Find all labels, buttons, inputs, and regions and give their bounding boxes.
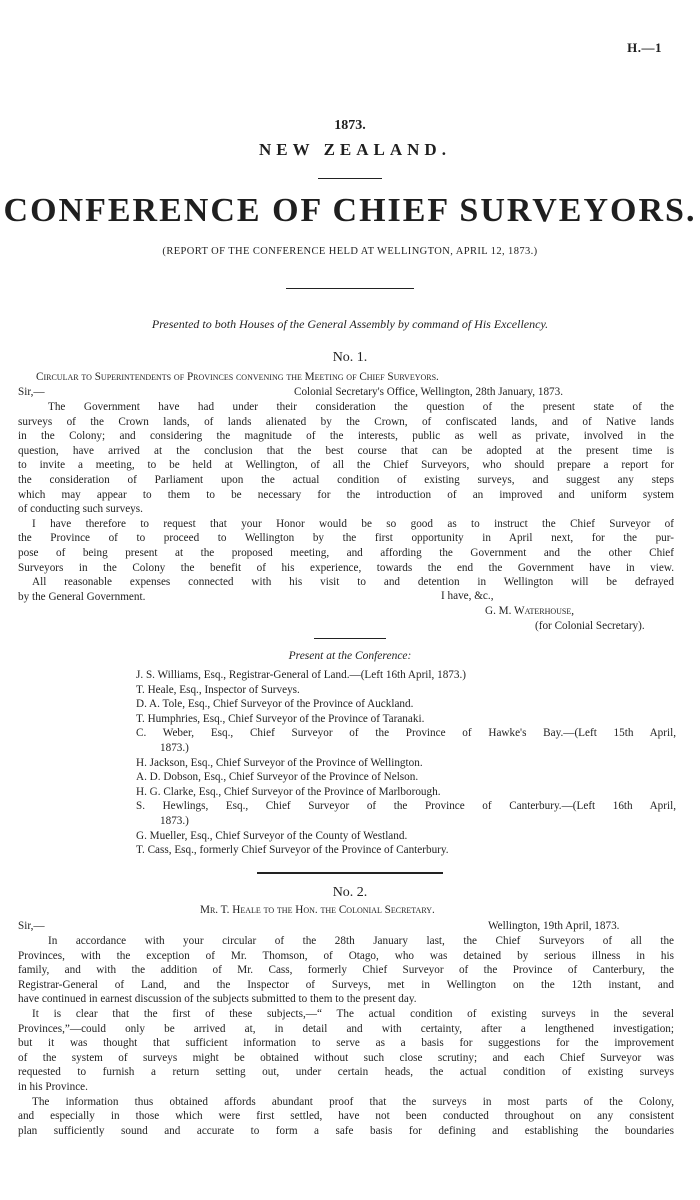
attendee: H. G. Clarke, Esq., Chief Surveyor of the Province of Marlborough. (136, 785, 441, 798)
signature-role: (for Colonial Secretary). (535, 620, 645, 632)
section-caption: Circular to Superintendents of Provinces convening the Meeting of Chief Surveyors. (36, 371, 439, 383)
paragraph-line: requested to furnish a return setting out, under certain heads, the actual condition of existing surveys (18, 1066, 674, 1079)
attendee: J. S. Williams, Esq., Registrar-General of Land.—(Left 16th April, 1873.) (136, 669, 467, 681)
signature: G. M. Waterhouse, (485, 605, 575, 617)
paragraph-line: The Government have had under their consideration the question of the present state of the (48, 401, 674, 413)
divider (286, 288, 414, 289)
paragraph-line: to invite a meeting, to be held at Wellington, of all the Chief Surveyors, who should prepare a report for (18, 459, 674, 472)
paragraph-line: have continued in earnest discussion of the subjects submitted to them to the present day. (18, 993, 417, 1006)
paragraph-line: question, have arrived at the conclusion that the best course that can be adopted at the present time is (18, 444, 674, 457)
paragraph-line: It is clear that the first of these subjects,—“ The actual condition of existing surveys in the several (32, 1008, 674, 1020)
dateline: Wellington, 19th April, 1873. (488, 920, 620, 932)
document-country: NEW ZEALAND. (259, 140, 451, 159)
salutation: Sir,— (18, 386, 45, 398)
document-reference: H.—1 (627, 40, 662, 55)
attendee: C. Weber, Esq., Chief Surveyor of the Province of Hawke's Bay.—(Left 15th April, (136, 727, 676, 740)
paragraph-line: Registrar-General of Land, and the Inspector of Surveys, met in Wellington on the 12th instant, and (18, 978, 674, 991)
attendee-continuation: 1873.) (160, 815, 189, 827)
paragraph-line: surveys of the Crown lands, of lands alienated by the Crown, of confiscated lands, and of Native lands (18, 415, 674, 428)
presented-note: Presented to both Houses of the General Assembly by command of His Excellency. (151, 317, 549, 331)
paragraph-line: Provinces, with the exception of Mr. Thomson, of Otago, who was detained by serious illness in his (18, 949, 674, 962)
attendee: T. Humphries, Esq., Chief Surveyor of the Province of Taranaki. (136, 712, 425, 725)
dateline: Colonial Secretary's Office, Wellington, 28th January, 1873. (294, 386, 564, 398)
document-year: 1873. (334, 118, 366, 133)
paragraph-line: of the system of surveys might be obtained without such close scrutiny; and each Chief Surveyor was (18, 1051, 674, 1064)
attendee: S. Hewlings, Esq., Chief Surveyor of the Province of Canterbury.—(Left 16th April, (136, 800, 676, 813)
paragraph-line: All reasonable expenses connected with his visit to and detention in Wellington will be defrayed (32, 576, 674, 589)
closing: I have, &c., (441, 590, 494, 602)
section-heading-no-2: No. 2. (332, 885, 368, 900)
section-heading-no-1: No. 1. (332, 350, 368, 365)
paragraph-line: In accordance with your circular of the 28th January last, the Chief Surveyors of all the (48, 935, 674, 947)
paragraph-line: and especially in those which were first settled, have not been conducted throughout on any consistent (18, 1110, 674, 1123)
attendee: D. A. Tole, Esq., Chief Surveyor of the Province of Auckland. (136, 698, 414, 711)
document-subtitle: (REPORT OF THE CONFERENCE HELD AT WELLINGTON, APRIL 12, 1873.) (162, 246, 538, 257)
attendee: T. Heale, Esq., Inspector of Surveys. (136, 683, 300, 696)
paragraph-line: the consideration of Parliament upon the actual condition of existing surveys, and suggest any steps (18, 474, 674, 486)
attendee: H. Jackson, Esq., Chief Surveyor of the Province of Wellington. (136, 756, 423, 769)
paragraph-line: Provinces,”—could only be arrived at, in detail and with certainty, after a lengthened investigation; (18, 1022, 674, 1035)
attendee: A. D. Dobson, Esq., Chief Surveyor of the Province of Nelson. (136, 771, 419, 784)
attendee: T. Cass, Esq., formerly Chief Surveyor of the Province of Canterbury. (136, 844, 449, 857)
paragraph-line: in the Colony; and considering the magnitude of the interests, public as well as private, involved in the (18, 430, 674, 443)
paragraph-line: pose of being present at the proposed meeting, and affording the Government and the other Chief (18, 547, 674, 559)
divider (318, 178, 382, 179)
paragraph-line: in his Province. (18, 1081, 88, 1093)
paragraph-line: which may appear to them to be necessary for the introduction of an improved and uniform system (18, 488, 674, 501)
divider (257, 872, 443, 874)
paragraph-line: I have therefore to request that your Honor would be so good as to instruct the Chief Surveyor of (32, 517, 674, 530)
paragraph-line: plan sufficiently sound and accurate to form a safe basis for defining and establishing the boundaries (18, 1124, 674, 1137)
salutation: Sir,— (18, 920, 45, 932)
attendee-continuation: 1873.) (160, 742, 189, 754)
divider (314, 638, 386, 639)
document-title: CONFERENCE OF CHIEF SURVEYORS. (3, 192, 697, 229)
paragraph-line: of conducting such surveys. (18, 503, 143, 516)
paragraph-line: by the General Government. (18, 590, 146, 603)
attendee: G. Mueller, Esq., Chief Surveyor of the County of Westland. (136, 829, 408, 842)
paragraph-line: The information thus obtained affords abundant proof that the surveys in most parts of the Colony, (32, 1095, 674, 1108)
paragraph-line: the Province of to proceed to Wellington by the first opportunity in April next, for the pur- (18, 532, 674, 545)
paragraph-line: family, and with the addition of Mr. Cass, formerly Chief Surveyor of the Province of Canterbury, the (18, 964, 674, 977)
paragraph-line: Surveyors in the Colony the benefit of his experience, towards the end the Government have in view. (18, 561, 674, 574)
attendees-heading: Present at the Conference: (288, 650, 412, 662)
section-caption: Mr. T. Heale to the Hon. the Colonial Secretary. (200, 904, 435, 916)
paragraph-line: but it was thought that sufficient information to serve as a basis for suggestions for the improvement (18, 1037, 674, 1050)
